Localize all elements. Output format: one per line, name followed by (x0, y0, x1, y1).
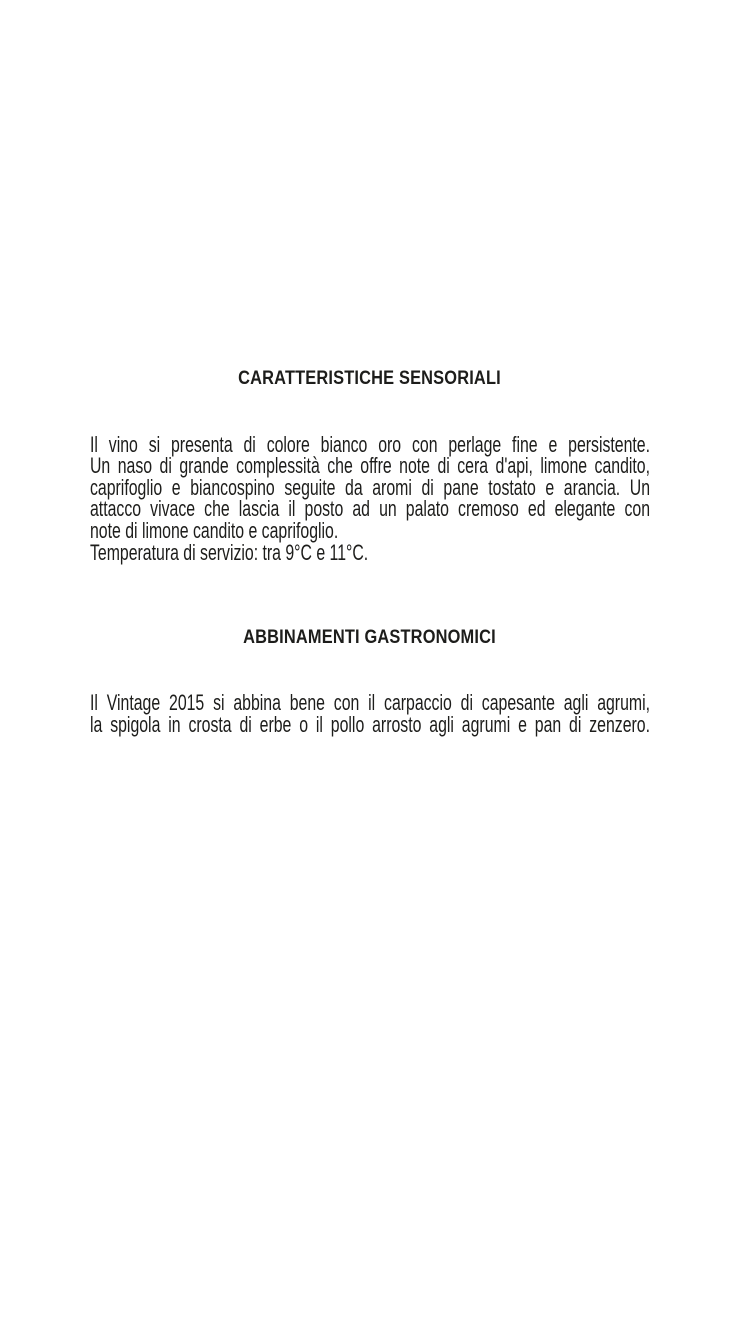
sensory-heading: CARATTERISTICHE SENSORIALI (238, 368, 501, 389)
text-line: Un naso di grande complessità che offre note di cera d'api, limone candito, (90, 453, 651, 479)
text-line: Il Vintage 2015 si abbina bene con il carpaccio di capesante agli agrumi, (90, 689, 651, 715)
text-line: Il vino si presenta di colore bianco oro con perlage fine e persistente. (90, 431, 651, 457)
text-line: note di limone candito e caprifoglio. (90, 518, 339, 544)
serving-temperature-line: Temperatura di servizio: tra 9°C e 11°C. (90, 539, 369, 565)
text-line: caprifoglio e biancospino seguite da aromi di pane tostato e arancia. Un (90, 474, 651, 500)
text-line: la spigola in crosta di erbe o il pollo arrosto agli agrumi e pan di zenzero. (90, 711, 651, 737)
pairing-heading: ABBINAMENTI GASTRONOMICI (243, 627, 496, 648)
sensory-description (90, 431, 651, 544)
pairing-text (90, 689, 651, 737)
serving-temperature (90, 539, 650, 565)
text-line: attacco vivace che lascia il posto ad un palato cremoso ed elegante con (90, 496, 651, 522)
